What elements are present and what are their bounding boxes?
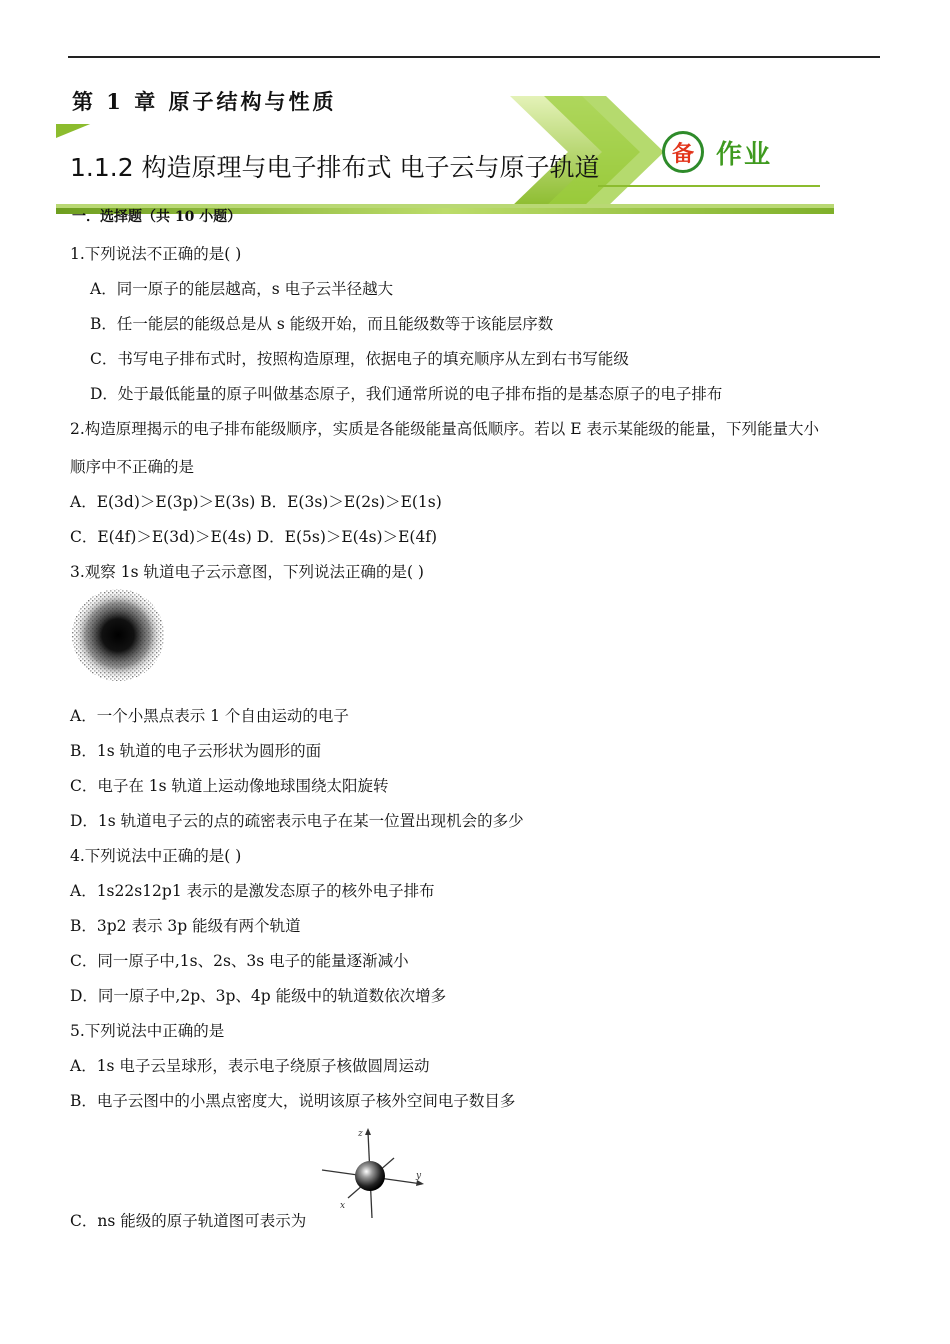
y-axis-label: y — [416, 1171, 422, 1181]
x-axis-label: x — [340, 1201, 346, 1211]
option-5b: B．电子云图中的小黑点密度大，说明该原子核外空间电子数目多 — [70, 1092, 516, 1110]
question-4: 4.下列说法中正确的是( ) — [70, 847, 242, 865]
option-1b: B．任一能层的能级总是从 s 能级开始，而且能级数等于该能层序数 — [90, 315, 554, 333]
option-5c: C．ns 能级的原子轨道图可表示为 — [70, 1212, 307, 1230]
question-3: 3.观察 1s 轨道电子云示意图，下列说法正确的是( ) — [70, 563, 424, 581]
option-2ab: A．E(3d)＞E(3p)＞E(3s) B．E(3s)＞E(2s)＞E(1s) — [70, 493, 442, 511]
s-orbital-figure — [318, 1124, 430, 1222]
option-3d: D．1s 轨道电子云的点的疏密表示电子在某一位置出现机会的多少 — [70, 812, 524, 830]
electron-cloud-figure — [68, 588, 168, 684]
option-1d: D．处于最低能量的原子叫做基态原子，我们通常所说的电子排布指的是基态原子的电子排布 — [90, 385, 723, 403]
question-1: 1.下列说法不正确的是( ) — [70, 245, 242, 263]
lesson-title: 1.1.2 构造原理与电子排布式 电子云与原子轨道 — [70, 153, 600, 182]
option-1c: C．书写电子排布式时，按照构造原理，依据电子的填充顺序从左到右书写能级 — [90, 350, 629, 368]
z-axis-label: z — [358, 1129, 363, 1139]
badge-label: 作业 — [716, 140, 773, 170]
question-2: 2.构造原理揭示的电子排布能级顺序，实质是各能级能量高低顺序。若以 E 表示某能级的能量，下列能量大小 — [70, 420, 819, 438]
option-4d: D．同一原子中,2p、3p、4p 能级中的轨道数依次增多 — [70, 987, 447, 1005]
option-2cd: C．E(4f)＞E(3d)＞E(4s) D．E(5s)＞E(4s)＞E(4f) — [70, 528, 438, 546]
question-2-cont: 顺序中不正确的是 — [70, 458, 195, 476]
option-3b: B．1s 轨道的电子云形状为圆形的面 — [70, 742, 322, 760]
option-4b: B．3p2 表示 3p 能级有两个轨道 — [70, 917, 301, 935]
question-5: 5.下列说法中正确的是 — [70, 1022, 225, 1040]
option-5a: A．1s 电子云呈球形，表示电子绕原子核做圆周运动 — [70, 1057, 430, 1075]
option-3c: C．电子在 1s 轨道上运动像地球围绕太阳旋转 — [70, 777, 389, 795]
badge-icon: 备 — [662, 131, 704, 173]
chapter-title: 第 1 章 原子结构与性质 — [72, 89, 337, 114]
option-1a: A．同一原子的能层越高，s 电子云半径越大 — [90, 280, 394, 298]
option-4a: A．1s22s12p1 表示的是激发态原子的核外电子排布 — [70, 882, 435, 900]
option-3a: A．一个小黑点表示 1 个自由运动的电子 — [70, 707, 349, 725]
section-title: 一．选择题（共 10 小题） — [72, 209, 242, 225]
option-4c: C．同一原子中,1s、2s、3s 电子的能量逐渐减小 — [70, 952, 409, 970]
